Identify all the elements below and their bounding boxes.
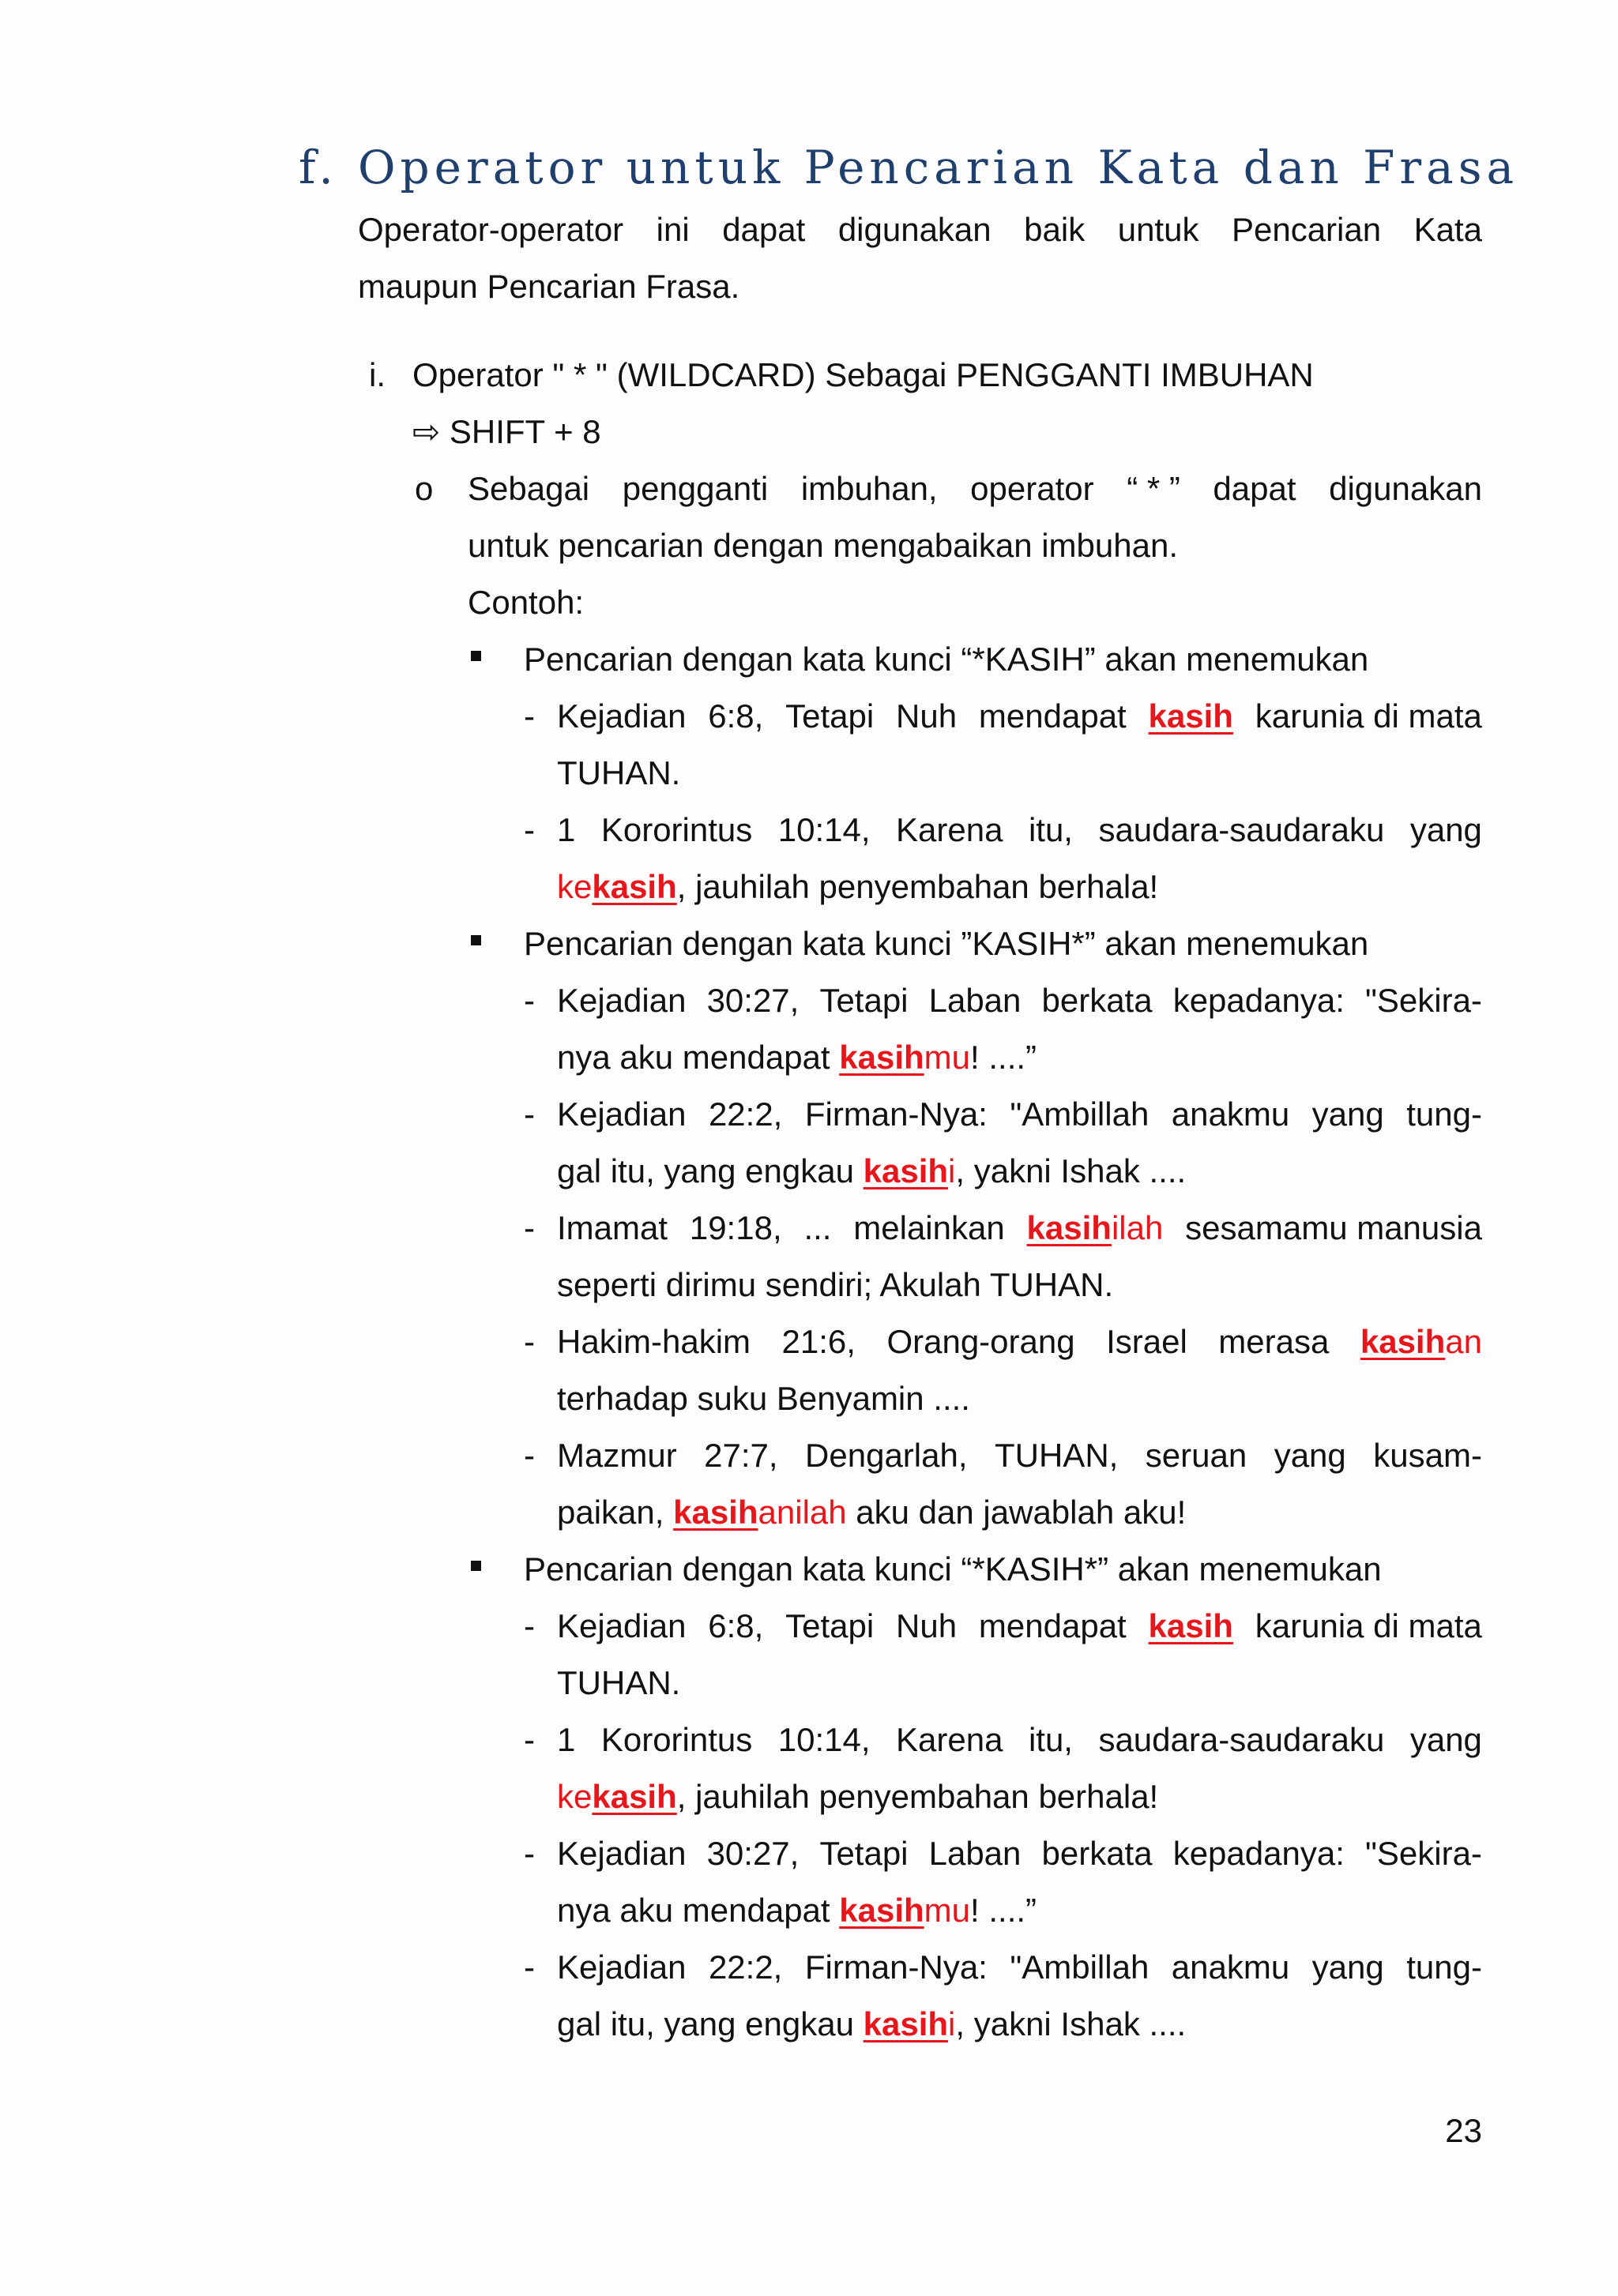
text-segment: yang [1274,1437,1346,1474]
text-segment: 6:8, [708,697,764,735]
text-segment: mu [924,1892,971,1929]
text-segment: , yakni Ishak .... [955,1152,1187,1189]
text-segment: saudara-saudaraku [1098,811,1385,848]
text-segment: Dengarlah, [805,1437,968,1474]
text-segment: Kororintus [600,811,753,848]
text-segment: 30:27, [706,1835,800,1872]
text-segment: Kejadian [557,1948,687,1986]
shortcut-keys: SHIFT + 8 [449,413,601,450]
text-segment: aku dan jawablah aku! [846,1494,1187,1531]
text-segment: anakmu [1171,1095,1290,1133]
text-segment: mu [924,1039,971,1076]
text-segment: 1 [557,811,576,848]
text-segment: Tetapi [819,1835,909,1872]
list-marker-i: i. [369,356,386,393]
text-segment: karunia di mata [1255,1607,1482,1644]
text-segment: saudara-saudaraku [1098,1721,1385,1758]
text-segment: Israel [1106,1323,1187,1360]
text-segment: Operator-operator [358,211,624,248]
g2-item-3-line-1 [557,1200,1482,1257]
g1-item-1-line-2: TUHAN. [557,754,681,791]
text-segment: gal itu, yang engkau [557,1152,864,1189]
g3-item-3-line-1 [557,1825,1482,1882]
text-segment: yang [1311,1095,1384,1133]
text-segment: kepadanya: [1172,1835,1345,1872]
keyword-highlight: kasih [863,1152,949,1189]
text-segment: Kejadian [557,982,687,1019]
text-segment: digunakan [837,211,991,248]
text-segment: Kejadian [557,1607,687,1644]
text-segment: mendapat [978,697,1127,735]
group-2-title: Pencarian dengan kata kunci ”KASIH*” akan menemukan [524,925,1369,962]
text-segment: ini [656,211,690,248]
text-segment: Kejadian [557,1835,687,1872]
text-segment: anilah [758,1494,847,1531]
square-bullet-icon [471,935,481,945]
keyword-highlight: kasih [592,1778,677,1815]
text-segment: berkata [1041,1835,1153,1872]
text-segment: ... [803,1209,832,1246]
text-segment: , jauhilah penyembahan berhala! [676,1778,1159,1815]
text-segment: 30:27, [706,982,800,1019]
text-segment: melainkan [853,1209,1005,1246]
keyword-highlight: kasih [1148,1607,1233,1644]
text-segment: i [948,2005,956,2042]
text-segment: "Sekira- [1364,982,1482,1019]
keyword-highlight: kasih [673,1494,758,1531]
square-bullet-icon [471,1561,481,1571]
g2-item-2-line-2 [557,1143,1186,1200]
dash-marker: - [524,1835,535,1872]
text-segment: Firman-Nya: [804,1948,988,1986]
text-segment: Karena [896,1721,1003,1758]
text-segment: ! ....” [970,1039,1037,1076]
heading-letter: f. [299,141,338,194]
text-segment: anakmu [1171,1948,1290,1986]
group-1-title: Pencarian dengan kata kunci “*KASIH” akan menemukan [524,641,1369,678]
text-segment: Tetapi [819,982,909,1019]
g2-item-1-line-2 [557,1029,1037,1086]
text-segment: "Ambillah [1010,1948,1150,1986]
dash-marker: - [524,1948,535,1986]
text-segment: Kejadian [557,1095,687,1133]
text-segment: itu, [1028,811,1073,848]
text-segment: Kororintus [600,1721,753,1758]
text-segment: nya aku mendapat [557,1892,840,1929]
g1-item-1-line-1 [557,688,1482,745]
text-segment: ilah [1111,1209,1164,1246]
square-bullet-icon [471,651,481,661]
heading-title: Operator untuk Pencarian Kata dan Frasa [358,141,1519,194]
section-i-title: Operator " * " (WILDCARD) Sebagai PENGGANTI IMBUHAN [412,356,1314,393]
g2-item-5-line-2 [557,1484,1186,1541]
text-segment: yang [1311,1948,1384,1986]
text-segment: Nuh [896,1607,958,1644]
dash-marker: - [524,811,535,848]
text-segment: 1 [557,1721,576,1758]
text-segment: i [948,1152,956,1189]
text-segment: ke [557,1778,593,1815]
text-segment: Tetapi [785,697,875,735]
text-segment: tung- [1406,1095,1482,1133]
text-segment: imbuhan, [800,470,938,507]
keyword-highlight: kasih [592,868,677,905]
text-segment: Sebagai [468,470,590,507]
text-segment: , jauhilah penyembahan berhala! [676,868,1159,905]
text-segment: mendapat [978,1607,1127,1644]
g3-item-3-line-2 [557,1882,1037,1939]
text-segment: Firman-Nya: [804,1095,988,1133]
text-segment: Laban [928,1835,1022,1872]
text-segment: operator [970,470,1094,507]
text-segment: sesamamu manusia [1185,1209,1482,1246]
g2-item-4-line-1 [557,1313,1482,1370]
bullet-o-line-1 [468,460,1482,517]
g3-item-1-line-2: TUHAN. [557,1664,681,1701]
section-heading [299,141,1518,194]
text-segment: , yakni Ishak .... [955,2005,1187,2042]
text-segment: Nuh [896,697,958,735]
g1-item-2-line-1 [557,802,1482,859]
text-segment: Kata [1413,211,1482,248]
text-segment: TUHAN, [994,1437,1119,1474]
dash-marker: - [524,1721,535,1758]
text-segment: Kejadian [557,697,687,735]
text-segment: yang [1409,811,1482,848]
text-segment: "Sekira- [1364,1835,1482,1872]
arrow-right-icon: ⇨ [412,413,441,450]
dash-marker: - [524,1607,535,1644]
text-segment: merasa [1218,1323,1330,1360]
text-segment: 19:18, [689,1209,782,1246]
text-segment: an [1445,1323,1482,1360]
g1-item-2-line-2 [557,859,1158,915]
keyword-highlight: kasih [839,1892,924,1929]
text-segment: 22:2, [708,1095,783,1133]
text-segment: 27:7, [704,1437,778,1474]
g3-item-2-line-1 [557,1712,1482,1768]
bullet-o-line-2: untuk pencarian dengan mengabaikan imbuhan. [468,527,1179,564]
text-segment: Orang-orang [886,1323,1075,1360]
text-segment: 22:2, [708,1948,783,1986]
text-segment: digunakan [1329,470,1482,507]
text-segment: kusam- [1373,1437,1482,1474]
text-segment: Laban [928,982,1022,1019]
keyword-highlight: kasih [1360,1323,1446,1360]
text-segment: Karena [896,811,1003,848]
text-segment: dapat [1213,470,1296,507]
keyword-highlight: kasih [839,1039,924,1076]
dash-marker: - [524,697,535,735]
dash-marker: - [524,1095,535,1133]
text-segment: tung- [1406,1948,1482,1986]
text-segment: ! ....” [970,1892,1037,1929]
text-segment: Imamat [557,1209,668,1246]
dash-marker: - [524,1437,535,1474]
text-segment: “ * ” [1127,470,1180,507]
text-segment: Pencarian [1231,211,1382,248]
example-label: Contoh: [468,584,585,621]
g3-item-4-line-1 [557,1939,1482,1996]
text-segment: 6:8, [708,1607,764,1644]
g2-item-3-line-2: seperti dirimu sendiri; Akulah TUHAN. [557,1266,1114,1303]
group-3-title: Pencarian dengan kata kunci “*KASIH*” akan menemukan [524,1550,1382,1588]
text-segment: gal itu, yang engkau [557,2005,864,2042]
g3-item-1-line-1 [557,1598,1482,1655]
keyword-highlight: kasih [1148,697,1233,735]
text-segment: Tetapi [785,1607,875,1644]
g2-item-2-line-1 [557,1086,1482,1143]
text-segment: kepadanya: [1172,982,1345,1019]
g2-item-4-line-2: terhadap suku Benyamin .... [557,1380,970,1417]
text-segment: "Ambillah [1010,1095,1150,1133]
page-number: 23 [1445,2112,1482,2149]
text-segment: paikan, [557,1494,674,1531]
keyword-highlight: kasih [863,2005,949,2042]
g3-item-4-line-2 [557,1996,1186,2053]
text-segment: yang [1409,1721,1482,1758]
g2-item-5-line-1 [557,1427,1482,1484]
dash-marker: - [524,1209,535,1246]
text-segment: baik [1024,211,1086,248]
intro-line-2: maupun Pencarian Frasa. [358,268,740,305]
circle-bullet-icon: o [415,470,434,507]
intro-line-1 [358,201,1482,258]
text-segment: untuk [1117,211,1199,248]
text-segment: karunia di mata [1255,697,1482,735]
g3-item-2-line-2 [557,1768,1158,1825]
dash-marker: - [524,1323,535,1360]
shortcut-line [412,404,601,460]
text-segment: Mazmur [557,1437,677,1474]
text-segment: ke [557,868,593,905]
text-segment: nya aku mendapat [557,1039,840,1076]
keyword-highlight: kasih [1026,1209,1112,1246]
dash-marker: - [524,982,535,1019]
text-segment: seruan [1145,1437,1247,1474]
text-segment: berkata [1041,982,1153,1019]
text-segment: Hakim-hakim [557,1323,751,1360]
text-segment: dapat [722,211,806,248]
g2-item-1-line-1 [557,972,1482,1029]
text-segment: itu, [1028,1721,1073,1758]
text-segment: 10:14, [777,1721,871,1758]
text-segment: 10:14, [777,811,871,848]
text-segment: 21:6, [781,1323,856,1360]
text-segment: pengganti [622,470,769,507]
